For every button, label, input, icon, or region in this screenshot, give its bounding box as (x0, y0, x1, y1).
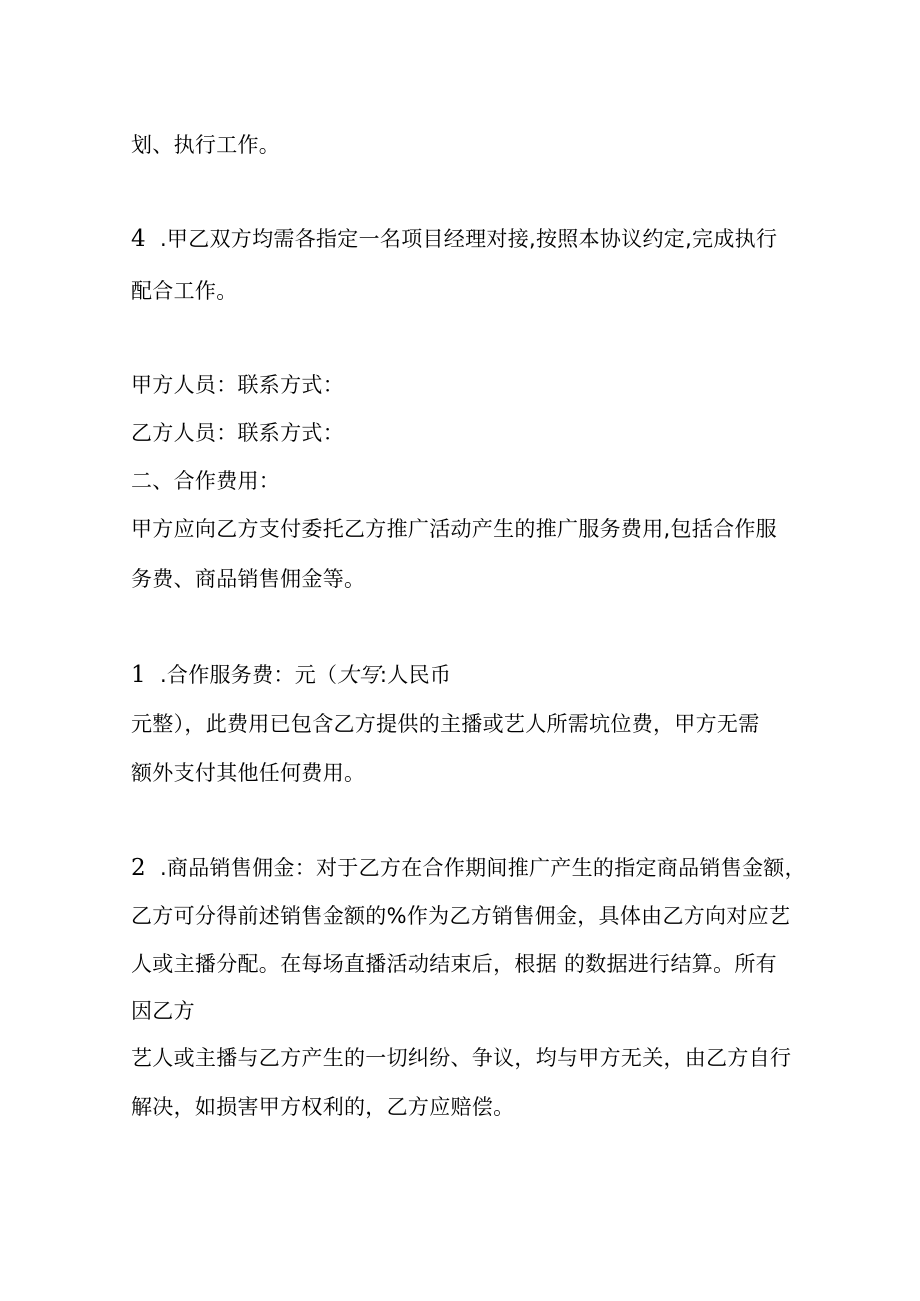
item-2-line-6: 解决，如损害甲方权利的，乙方应赔偿。 (131, 1095, 515, 1119)
item-2-line-2: 乙方可分得前述销售金额的%作为乙方销售佣金，具体由乙方向对应艺 (131, 904, 791, 928)
item-1-line-3: 额外支付其他任何费用。 (131, 761, 366, 785)
item-2-line-1 (131, 853, 806, 883)
party-a-contact: 甲方人员：联系方式： (131, 373, 344, 397)
party-b-contact: 乙方人员：联系方式： (131, 421, 344, 445)
item-2-text-1: .商品销售佣金：对于乙方在合作期间推广产生的指定商品销售金额， (159, 856, 806, 880)
item-4-text-1: .甲乙双方均需各指定一名项目经理对接,按照本协议约定,完成执行 (159, 227, 778, 251)
item-4-number: 4 (131, 226, 146, 252)
section-2-intro-line-2: 务费、商品销售佣金等。 (131, 567, 366, 591)
item-1-number: 1 (131, 662, 146, 688)
section-2-intro-line-1: 甲方应向乙方支付委托乙方推广活动产生的推广服务费用,包括合作服 (131, 517, 777, 541)
item-1-line-2: 元整），此费用已包含乙方提供的主播或艺人所需坑位费，甲方无需 (131, 712, 760, 736)
item-2-number: 2 (131, 855, 146, 881)
item-4-line-1 (131, 224, 777, 254)
item-4-line-2: 配合工作。 (131, 279, 238, 303)
item-2-line-5: 艺人或主播与乙方产生的一切纠纷、争议，均与甲方无关，由乙方自行 (131, 1046, 792, 1070)
item-2-line-4: 因乙方 (131, 999, 195, 1023)
item-1-text-1a: .合作服务费：元（ (159, 663, 338, 687)
item-1-text-1c: :人民币 (379, 663, 452, 687)
item-1-text-1b: 大写 (337, 663, 380, 687)
item-1-line-1 (131, 660, 451, 690)
item-2-line-3: 人或主播分配。在每场直播活动结束后，根据 的数据进行结算。所有 (131, 952, 777, 976)
section-2-heading: 二、合作费用： (131, 469, 281, 493)
continuation-line: 划、执行工作。 (131, 133, 281, 157)
